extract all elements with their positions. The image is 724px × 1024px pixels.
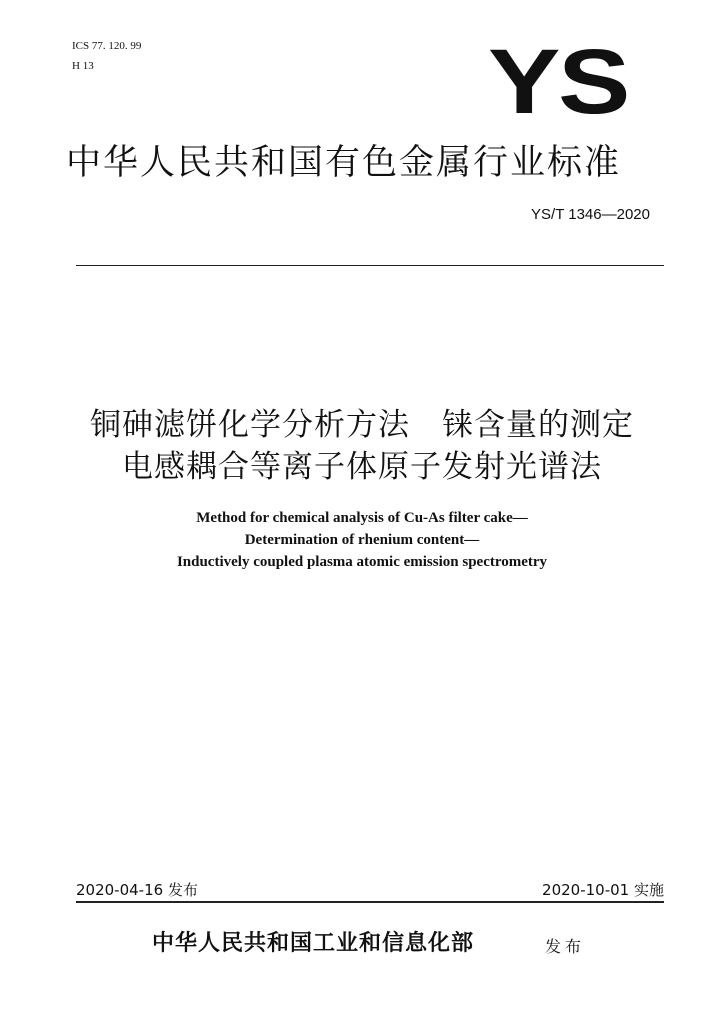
english-title-line-3: Inductively coupled plasma atomic emission spectrometry xyxy=(176,554,548,570)
issue-date: 2020-04-16 发布 xyxy=(76,881,198,899)
implementation-date: 2020-10-01 实施 xyxy=(542,881,664,899)
footer-divider xyxy=(76,901,664,903)
chinese-title-line-1: 铜砷滤饼化学分析方法 铼含量的测定 xyxy=(90,407,634,443)
chinese-title-line-2: 电感耦合等离子体原子发射光谱法 xyxy=(122,449,602,485)
standard-number: YS/T 1346—2020 xyxy=(531,206,650,223)
ccs-code: H 13 xyxy=(72,60,94,72)
ics-code: ICS 77. 120. 99 xyxy=(72,40,142,52)
english-title xyxy=(40,507,684,573)
header-divider xyxy=(76,265,664,266)
english-title-line-1: Method for chemical analysis of Cu-As filter cake— xyxy=(196,510,528,526)
ys-logo: YS xyxy=(488,31,629,133)
issue-label: 发布 xyxy=(545,937,586,956)
dates-row xyxy=(76,880,664,900)
english-title-line-2: Determination of rhenium content— xyxy=(244,532,480,548)
issuing-authority: 中华人民共和国工业和信息化部 xyxy=(152,930,475,956)
standard-category-title: 中华人民共和国有色金属行业标准 xyxy=(66,143,622,183)
chinese-title xyxy=(40,404,684,488)
